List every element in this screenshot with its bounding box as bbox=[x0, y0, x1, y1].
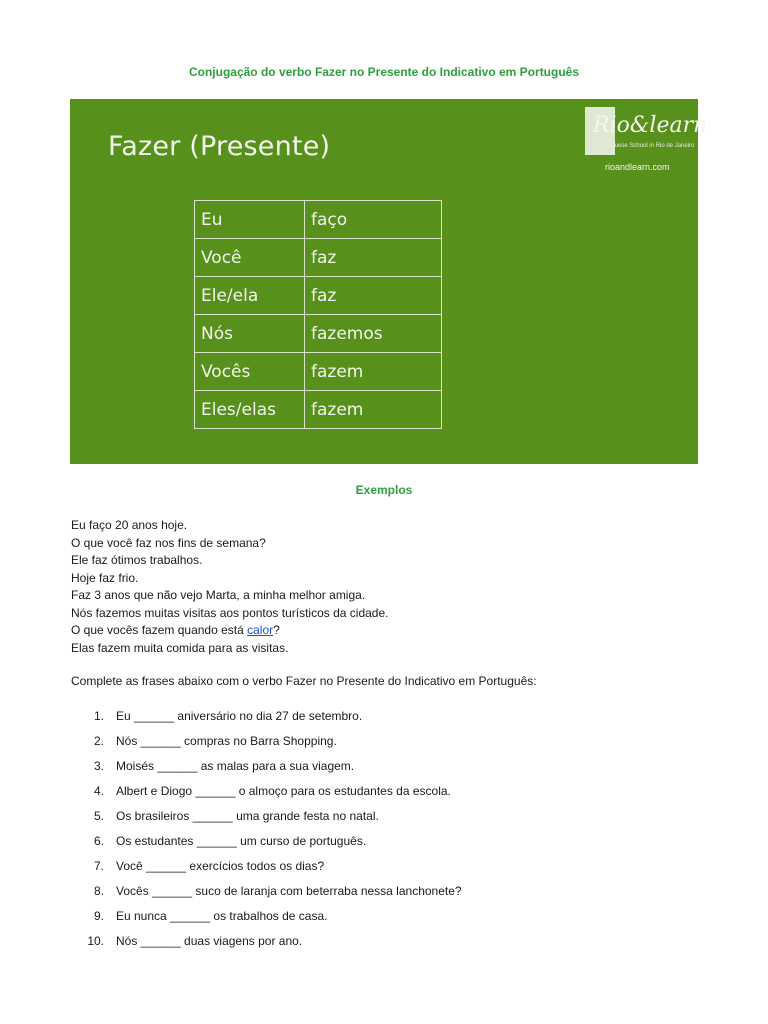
example-sentence: Hoje faz frio. bbox=[71, 570, 139, 585]
exercise-number: 5. bbox=[93, 809, 104, 823]
example-sentence: Eu faço 20 anos hoje. bbox=[71, 518, 188, 532]
verb-form-cell: fazemos bbox=[305, 315, 442, 353]
exercise-text: Nós ______ compras no Barra Shopping. bbox=[116, 734, 337, 748]
pronoun-cell: Vocês bbox=[195, 353, 305, 391]
example-sentence: Elas fazem muita comida para as visitas. bbox=[71, 640, 289, 655]
verb-form-cell: faz bbox=[305, 239, 442, 277]
example-sentence: O que você faz nos fins de semana? bbox=[71, 535, 266, 550]
exercise-number: 2. bbox=[93, 734, 104, 748]
verb-form-cell: fazem bbox=[305, 353, 442, 391]
exercise-number: 9. bbox=[93, 909, 104, 923]
conjugation-row bbox=[195, 353, 442, 391]
calor-link[interactable]: calor bbox=[247, 623, 274, 637]
exercise-number: 8. bbox=[93, 884, 104, 898]
example-sentence-with-link bbox=[71, 622, 388, 640]
banner-url: rioandlearn.com bbox=[605, 162, 670, 172]
exercise-text: Eu ______ aniversário no dia 27 de setembro. bbox=[116, 709, 363, 723]
example-sentence: Faz 3 anos que não vejo Marta, a minha melhor amiga. bbox=[71, 588, 366, 602]
example-sentence: Nós fazemos muitas visitas aos pontos turísticos da cidade. bbox=[71, 605, 389, 620]
conjugation-table bbox=[194, 200, 442, 429]
verb-form-cell: faz bbox=[305, 277, 442, 315]
pronoun-cell: Ele/ela bbox=[195, 277, 305, 315]
logo-tagline: Portuguese School in Rio de Janeiro bbox=[597, 143, 695, 149]
example-text: ? bbox=[273, 623, 280, 637]
conjugation-row bbox=[195, 315, 442, 353]
exercise-text: Os estudantes ______ um curso de português. bbox=[116, 834, 367, 848]
exercise-text: Os brasileiros ______ uma grande festa no natal. bbox=[116, 809, 379, 823]
exercise-text: Moisés ______ as malas para a sua viagem. bbox=[116, 759, 355, 773]
conjugation-banner bbox=[70, 99, 708, 464]
examples-heading: Exemplos bbox=[355, 483, 413, 497]
pronoun-cell: Nós bbox=[195, 315, 305, 353]
pronoun-cell: Eles/elas bbox=[195, 391, 305, 429]
verb-form-cell: faço bbox=[305, 201, 442, 239]
exercise-number: 3. bbox=[93, 759, 104, 773]
examples-list bbox=[71, 517, 388, 657]
rio-and-learn-logo bbox=[585, 107, 708, 155]
example-sentence: Ele faz ótimos trabalhos. bbox=[71, 553, 203, 567]
conjugation-row bbox=[195, 277, 442, 315]
exercise-text: Nós ______ duas viagens por ano. bbox=[116, 934, 303, 948]
exercise-text: Você ______ exercícios todos os dias? bbox=[116, 859, 325, 873]
conjugation-row bbox=[195, 391, 442, 429]
exercise-text: Albert e Diogo ______ o almoço para os estudantes da escola. bbox=[116, 784, 451, 798]
exercise-instruction: Complete as frases abaixo com o verbo Fazer no Presente do Indicativo em Português: bbox=[71, 674, 537, 688]
exercise-text: Eu nunca ______ os trabalhos de casa. bbox=[116, 909, 328, 923]
exercise-number: 1. bbox=[93, 709, 104, 723]
document-title: Conjugação do verbo Fazer no Presente do Indicativo em Português bbox=[188, 65, 580, 79]
conjugation-row bbox=[195, 239, 442, 277]
verb-form-cell: fazem bbox=[305, 391, 442, 429]
exercise-text: Vocês ______ suco de laranja com beterraba nessa lanchonete? bbox=[116, 884, 462, 898]
pronoun-cell: Você bbox=[195, 239, 305, 277]
conjugation-row bbox=[195, 201, 442, 239]
banner-heading: Fazer (Presente) bbox=[108, 131, 331, 162]
example-text: O que vocês fazem quando está bbox=[71, 623, 248, 637]
exercise-number: 6. bbox=[93, 834, 104, 848]
exercise-number: 7. bbox=[93, 859, 104, 873]
logo-text: Rio&learn bbox=[593, 113, 708, 138]
pronoun-cell: Eu bbox=[195, 201, 305, 239]
exercise-number: 4. bbox=[93, 784, 104, 798]
exercise-number: 10. bbox=[87, 934, 104, 948]
